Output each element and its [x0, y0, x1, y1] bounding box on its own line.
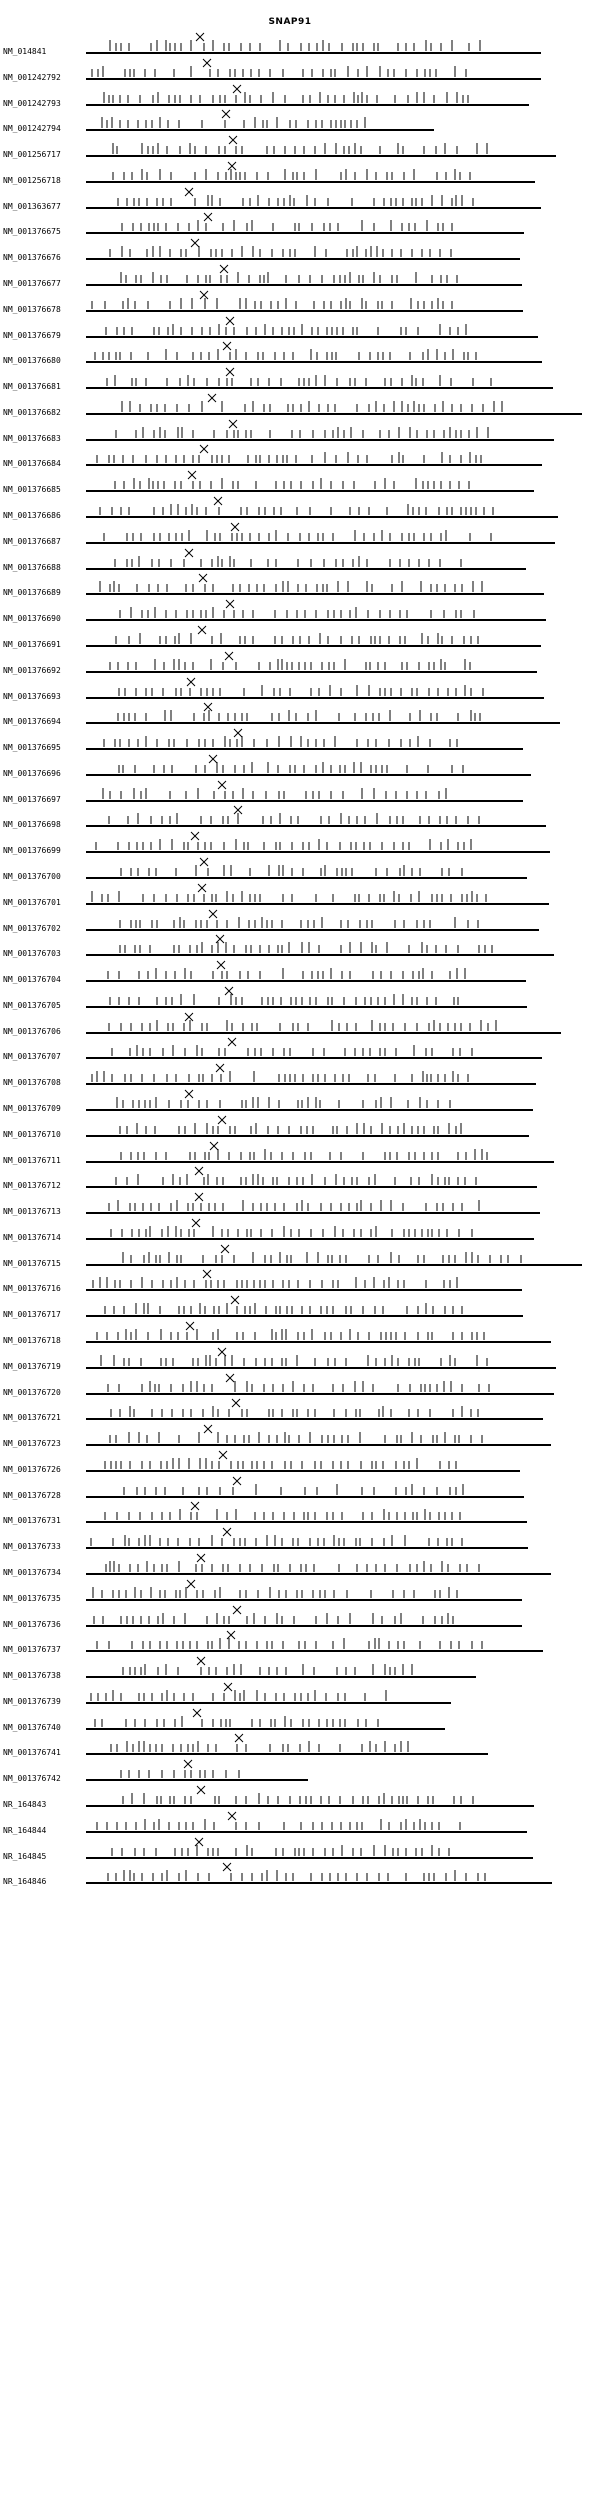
- transcript-row: [3, 1863, 552, 1886]
- transcript-row: [3, 136, 556, 159]
- marker-x: [198, 626, 206, 634]
- transcript-row: [3, 368, 553, 391]
- marker-x: [185, 188, 193, 196]
- transcript-row: [3, 1580, 522, 1603]
- transcript-label: NM_001376688: [3, 563, 61, 572]
- marker-x: [233, 1477, 241, 1485]
- marker-x: [187, 1580, 195, 1588]
- transcript-row: [3, 652, 537, 675]
- transcript-row: [3, 1116, 529, 1139]
- transcript-label: NM_001376693: [3, 692, 61, 701]
- transcript-row: [3, 523, 555, 546]
- transcript-label: NM_001376733: [3, 1542, 61, 1551]
- transcript-row: [3, 265, 522, 288]
- transcript-row: [3, 1013, 561, 1036]
- transcript-label: NM_001376707: [3, 1052, 61, 1061]
- marker-x: [185, 1013, 193, 1021]
- marker-x: [234, 729, 242, 737]
- marker-x: [220, 265, 228, 273]
- marker-x: [223, 342, 231, 350]
- marker-x: [186, 1322, 194, 1330]
- marker-x: [185, 549, 193, 557]
- transcript-label: NM_001376736: [3, 1620, 61, 1629]
- transcript-label: NM_001376705: [3, 1001, 61, 1010]
- marker-x: [214, 497, 222, 505]
- transcript-label: NM_001376717: [3, 1310, 61, 1319]
- marker-x: [193, 1709, 201, 1717]
- transcript-row: [3, 884, 549, 907]
- marker-x: [204, 213, 212, 221]
- transcript-row: [3, 1219, 534, 1242]
- transcript-row: [3, 1296, 523, 1319]
- transcript-label: NM_001376742: [3, 1774, 61, 1783]
- marker-x: [223, 1528, 231, 1536]
- transcript-label: NM_014841: [3, 47, 47, 56]
- marker-x: [196, 33, 204, 41]
- transcript-label: NM_001376686: [3, 511, 61, 520]
- transcript-label: NM_001376703: [3, 949, 61, 958]
- marker-x: [185, 1090, 193, 1098]
- transcript-label: NM_001376702: [3, 924, 61, 933]
- transcript-label: NM_001376679: [3, 331, 61, 340]
- transcript-label: NR_164846: [3, 1877, 47, 1886]
- marker-x: [232, 1399, 240, 1407]
- transcript-row: [3, 1167, 537, 1190]
- marker-x: [208, 394, 216, 402]
- marker-x: [204, 703, 212, 711]
- transcript-label: NM_001242794: [3, 124, 61, 133]
- transcript-row: [3, 59, 541, 82]
- transcript-label: NM_001376691: [3, 640, 61, 649]
- marker-x: [225, 652, 233, 660]
- transcript-row: [3, 239, 520, 262]
- marker-x: [226, 600, 234, 608]
- transcript-row: [3, 1709, 445, 1732]
- transcript-row: [3, 110, 434, 133]
- marker-x: [200, 445, 208, 453]
- marker-x: [226, 1374, 234, 1382]
- marker-x: [195, 1167, 203, 1175]
- transcript-row: [3, 1245, 582, 1268]
- marker-x: [221, 1245, 229, 1253]
- transcript-label: NM_001376708: [3, 1078, 61, 1087]
- transcript-label: NM_001376706: [3, 1027, 61, 1036]
- transcript-label: NM_001256718: [3, 176, 61, 185]
- transcript-row: [3, 1193, 540, 1216]
- transcript-row: [3, 1657, 476, 1680]
- transcript-label: NM_001376710: [3, 1130, 61, 1139]
- transcript-row: [3, 1631, 543, 1654]
- transcript-label: NM_001363677: [3, 202, 61, 211]
- transcript-label: NM_001376700: [3, 872, 61, 881]
- transcript-row: [3, 291, 523, 314]
- transcript-row: [3, 1760, 308, 1783]
- marker-x: [192, 1219, 200, 1227]
- transcript-row: [3, 1528, 528, 1551]
- marker-x: [204, 1425, 212, 1433]
- transcript-label: NM_001376731: [3, 1516, 61, 1525]
- marker-x: [218, 1348, 226, 1356]
- marker-x: [200, 291, 208, 299]
- transcript-label: NM_001242792: [3, 73, 61, 82]
- transcript-row: [3, 1374, 554, 1397]
- marker-x: [226, 368, 234, 376]
- marker-x: [191, 239, 199, 247]
- transcript-row: [3, 1786, 534, 1809]
- transcript-label: NM_001376711: [3, 1156, 61, 1165]
- transcript-row: [3, 1399, 543, 1422]
- marker-x: [195, 1838, 203, 1846]
- transcript-row: [3, 1064, 536, 1087]
- transcript-label: NM_001256717: [3, 150, 61, 159]
- transcript-label: NM_001376677: [3, 279, 61, 288]
- transcript-label: NM_001376689: [3, 588, 61, 597]
- transcript-label: NM_001376698: [3, 820, 61, 829]
- transcript-row: [3, 987, 527, 1010]
- transcript-row: [3, 678, 544, 701]
- marker-x: [209, 755, 217, 763]
- transcript-row: [3, 755, 531, 778]
- transcript-row: [3, 1322, 551, 1345]
- transcript-row: [3, 1606, 522, 1629]
- marker-x: [217, 961, 225, 969]
- transcript-row: [3, 1142, 554, 1165]
- transcript-row: [3, 471, 534, 494]
- transcript-label: NM_001376683: [3, 434, 61, 443]
- transcript-row: [3, 1090, 533, 1113]
- marker-x: [203, 59, 211, 67]
- marker-x: [203, 1270, 211, 1278]
- transcript-row: [3, 935, 554, 958]
- transcript-label: NM_001376728: [3, 1491, 61, 1500]
- transcript-row: [3, 1838, 533, 1861]
- transcript-label: NM_001376739: [3, 1697, 61, 1706]
- marker-x: [191, 832, 199, 840]
- transcript-row: [3, 574, 544, 597]
- transcript-row: [3, 1348, 556, 1371]
- marker-x: [222, 110, 230, 118]
- transcript-row: [3, 342, 542, 365]
- transcript-label: NM_001376701: [3, 898, 61, 907]
- transcript-label: NM_001376685: [3, 485, 61, 494]
- transcript-label: NM_001376740: [3, 1723, 61, 1732]
- transcript-label: NM_001376694: [3, 717, 61, 726]
- marker-x: [198, 884, 206, 892]
- marker-x: [229, 136, 237, 144]
- transcript-row: [3, 832, 550, 855]
- transcript-row: [3, 729, 523, 752]
- marker-x: [187, 678, 195, 686]
- transcript-row: [3, 703, 560, 726]
- transcript-row: [3, 33, 541, 56]
- marker-x: [231, 523, 239, 531]
- transcript-row: [3, 317, 538, 340]
- marker-x: [229, 420, 237, 428]
- transcript-row: [3, 1734, 488, 1757]
- transcript-label: NM_001376681: [3, 382, 61, 391]
- transcript-row: [3, 961, 526, 984]
- transcript-row: [3, 85, 529, 108]
- marker-x: [218, 781, 226, 789]
- transcript-row: [3, 1477, 524, 1500]
- transcript-row: [3, 420, 554, 443]
- marker-x: [226, 317, 234, 325]
- transcript-label: NM_001376734: [3, 1568, 61, 1577]
- marker-x: [235, 1734, 243, 1742]
- marker-x: [184, 1760, 192, 1768]
- marker-x: [223, 1863, 231, 1871]
- transcript-label: NM_001376723: [3, 1439, 61, 1448]
- transcript-row: [3, 1502, 527, 1525]
- transcript-label: NM_001376735: [3, 1594, 61, 1603]
- transcript-row: [3, 549, 526, 572]
- transcript-row: [3, 1038, 542, 1061]
- transcript-label: NR_164845: [3, 1852, 47, 1861]
- transcript-label: NM_001376692: [3, 666, 61, 675]
- marker-x: [225, 987, 233, 995]
- transcript-label: NM_001376737: [3, 1645, 61, 1654]
- transcript-row: [3, 600, 546, 623]
- transcript-label: NM_001376690: [3, 614, 61, 623]
- gene-title: SNAP91: [268, 17, 312, 27]
- transcript-row: [3, 1270, 522, 1293]
- transcript-label: NM_001376709: [3, 1104, 61, 1113]
- marker-x: [227, 1631, 235, 1639]
- transcript-label: NM_001376676: [3, 253, 61, 262]
- transcript-label: NM_001376718: [3, 1336, 61, 1345]
- transcript-label: NM_001376726: [3, 1465, 61, 1474]
- transcript-row: [3, 1812, 527, 1835]
- transcript-label: NM_001376678: [3, 305, 61, 314]
- marker-x: [197, 1657, 205, 1665]
- transcript-label: NM_001376675: [3, 227, 61, 236]
- transcript-label: NM_001376721: [3, 1413, 61, 1422]
- transcript-label: NM_001376680: [3, 356, 61, 365]
- transcript-label: NM_001376716: [3, 1284, 61, 1293]
- marker-x: [219, 1451, 227, 1459]
- transcript-label: NM_001376713: [3, 1207, 61, 1216]
- transcript-label: NM_001376719: [3, 1362, 61, 1371]
- marker-x: [197, 1554, 205, 1562]
- transcript-row: [3, 626, 541, 649]
- marker-x: [231, 1296, 239, 1304]
- transcript-label: NM_001376695: [3, 743, 61, 752]
- transcript-label: NM_001376741: [3, 1748, 61, 1757]
- marker-x: [233, 85, 241, 93]
- marker-x: [191, 1502, 199, 1510]
- transcript-row: [3, 1425, 551, 1448]
- transcript-row: [3, 910, 539, 933]
- marker-x: [200, 858, 208, 866]
- marker-x: [234, 806, 242, 814]
- transcript-row: [3, 213, 524, 236]
- transcript-label: NM_001376704: [3, 975, 61, 984]
- marker-x: [197, 1786, 205, 1794]
- transcript-label: NM_001376720: [3, 1388, 61, 1397]
- marker-x: [216, 935, 224, 943]
- transcript-row: [3, 1451, 520, 1474]
- marker-x: [199, 574, 207, 582]
- transcript-label: NR_164843: [3, 1800, 47, 1809]
- transcript-row: [3, 1683, 451, 1706]
- transcript-label: NM_001376699: [3, 846, 61, 855]
- marker-x: [188, 471, 196, 479]
- transcript-row: [3, 188, 541, 211]
- marker-x: [218, 1116, 226, 1124]
- transcript-label: NM_001376715: [3, 1259, 61, 1268]
- transcript-row: [3, 858, 527, 881]
- transcript-label: NR_164844: [3, 1826, 47, 1835]
- transcript-label: NM_001376738: [3, 1671, 61, 1680]
- transcript-row: [3, 162, 535, 185]
- transcript-label: NM_001376712: [3, 1181, 61, 1190]
- transcript-row: [3, 394, 582, 417]
- transcript-label: NM_001376687: [3, 537, 61, 546]
- transcript-label: NM_001376714: [3, 1233, 61, 1242]
- marker-x: [209, 910, 217, 918]
- marker-x: [224, 1683, 232, 1691]
- marker-x: [216, 1064, 224, 1072]
- transcript-label: NM_001376697: [3, 795, 61, 804]
- transcript-label: NM_001376696: [3, 769, 61, 778]
- marker-x: [228, 1812, 236, 1820]
- transcript-row: [3, 781, 523, 804]
- marker-x: [195, 1193, 203, 1201]
- marker-x: [233, 1606, 241, 1614]
- transcript-label: NM_001242793: [3, 99, 61, 108]
- marker-x: [210, 1142, 218, 1150]
- marker-x: [228, 1038, 236, 1046]
- transcript-row: [3, 806, 546, 829]
- transcript-row: [3, 445, 542, 468]
- transcript-label: NM_001376684: [3, 459, 61, 468]
- transcript-label: NM_001376682: [3, 408, 61, 417]
- transcript-row: [3, 1554, 551, 1577]
- transcript-row: [3, 497, 558, 520]
- marker-x: [228, 162, 236, 170]
